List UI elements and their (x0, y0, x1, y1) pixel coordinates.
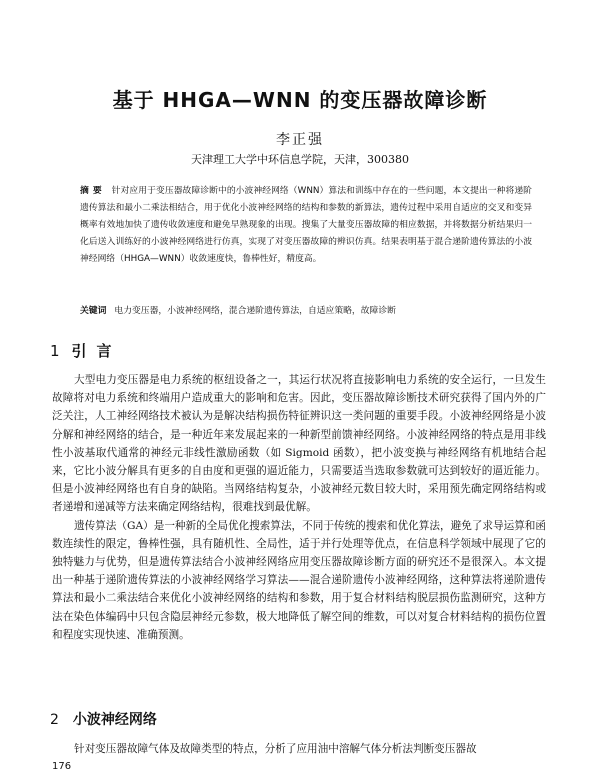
body-paragraph: 大型电力变压器是电力系统的枢纽设备之一，其运行状况将直接影响电力系统的安全运行，一旦发生故障将对电力系统和终端用户造成重大的影响和危害。因此，变压器故障诊断技术研究获得了国内外的广泛关注，人工神经网络技术被认为是解决结构损伤特征辨识这一类问题的重要手段。小波神经网络是小波分解和神经网络的结合，是一种近年来发展起来的一种新型前馈神经网络。小波神经网络的特点是用非线性小波基取代通常的神经元非线性激励函数（如 Sigmoid 函数），把小波变换与神经网络有机地结合起来，它比小波分解具有更多的自由度和更强的逼近能力，只需要适当选取参数就可达到较好的逼近能力。但是小波神经网络也有自身的缺陷。当网络结构复杂，小波神经元数目较大时，采用预先确定网络结构或者递增和递减等方法来确定网络结构，很难找到最优解。 (52, 374, 546, 514)
introduction-body (52, 371, 546, 644)
keywords-label: 关键词 (80, 306, 107, 316)
section-title: 小波神经网络 (72, 712, 157, 728)
keywords-text: 电力变压器，小波神经网络，混合递阶遗传算法，自适应策略，故障诊断 (114, 306, 396, 316)
abstract-text: 针对应用于变压器故障诊断中的小波神经网络（WNN）算法和训练中存在的一些问题，本文提出一种将递阶遗传算法和最小二乘法相结合，用于优化小波神经网络的结构和参数的新算法，遗传过程中采用自适应的交叉和变异概率有效地加快了遗传收敛速度和避免早熟现象的出现。搜集了大量变压器故障的相应数据，并将数据分析结果归一化后送入训练好的小波神经网络进行仿真，实现了对变压器故障的辨识仿真。结果表明基于混合递阶遗传算法的小波神经网络（HHGA—WNN）收敛速度快，鲁棒性好，精度高。 (80, 186, 532, 265)
section-heading-wavelet-network (50, 709, 157, 729)
page-number: 176 (52, 761, 72, 772)
abstract-block (80, 183, 532, 268)
author-name: 李正强 (276, 132, 324, 148)
body-paragraph: 针对变压器故障气体及故障类型的特点，分析了应用油中溶解气体分析法判断变压器故 (74, 743, 477, 755)
section-title: 引言 (71, 342, 122, 360)
paper-title: 基于 HHGA—WNN 的变压器故障诊断 (112, 88, 488, 112)
section-number: 2 (50, 712, 59, 728)
section-heading-introduction (50, 340, 122, 361)
author-affiliation: 天津理工大学中环信息学院，天津，300380 (191, 153, 409, 166)
section-number: 1 (50, 342, 60, 360)
body-paragraph: 遗传算法（GA）是一种新的全局优化搜索算法，不同于传统的搜索和优化算法，避免了求导运算和函数连续性的限定，鲁棒性强，具有随机性、全局性，适于并行处理等优点，在信息科学领域中展现了它的独特魅力与优势，但是遗传算法结合小波神经网络应用变压器故障诊断方面的研究还不是很深入。本文提出一种基于递阶遗传算法的小波神经网络学习算法——混合递阶遗传小波神经网络，这种算法将递阶遗传算法和最小二乘法结合来优化小波神经网络的结构和参数，用于复合材料结构脱层损伤监测研究，这种方法在染色体编码中只包含隐层神经元参数，极大地降低了解空间的维数，可以对复合材料结构的损伤位置和程度实现快速、准确预测。 (52, 519, 546, 641)
keywords-block (80, 304, 532, 318)
abstract-label: 摘要 (80, 186, 106, 196)
